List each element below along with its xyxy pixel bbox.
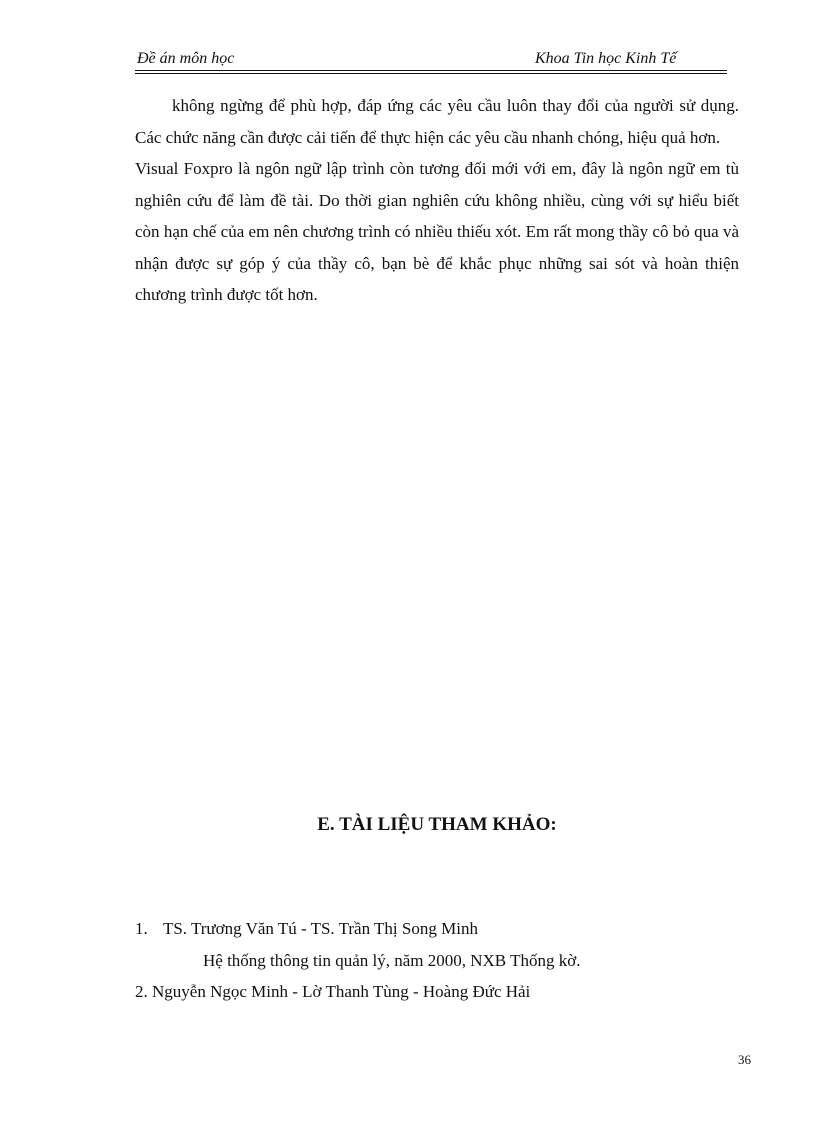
paragraph-requirements: không ngừng để phù hợp, đáp ứng các yêu cầu luôn thay đổi của người sử dụng. Các chức năng cần được cải tiến để thực hiện các yêu cầu nhanh chóng, hiệu quả hơn. xyxy=(135,96,739,147)
reference-list xyxy=(135,913,739,1008)
reference-item xyxy=(135,976,739,1008)
reference-authors: TS. Trương Văn Tú - TS. Trần Thị Song Minh xyxy=(162,919,478,938)
reference-detail: Hệ thống thông tin quản lý, năm 2000, NXB Thống kờ. xyxy=(203,950,581,970)
reference-number: 1. xyxy=(135,919,148,938)
header-divider xyxy=(135,70,727,71)
header-course-title: Đề án môn học xyxy=(137,50,235,67)
body-text xyxy=(135,90,739,311)
reference-authors: Nguyễn Ngọc Minh - Lờ Thanh Tùng - Hoàng Đức Hải xyxy=(152,982,531,1001)
reference-number: 2. xyxy=(135,982,148,1001)
paragraph-conclusion: Visual Foxpro là ngôn ngữ lập trình còn tương đối mới với em, đây là ngôn ngữ em tù nghiên cứu để làm đề tài. Do thời gian nghiên cứu không nhiều, cùng với sự hiểu biết còn hạn chế của em nên chương trình có nhiều thiếu xót. Em rất mong thầy cô bỏ qua và nhận được sự góp ý của thầy cô, bạn bè để khắc phục những sai sót và hoàn thiện chương trình được tốt hơn. xyxy=(135,159,739,304)
page-header xyxy=(135,50,727,68)
section-title-references: E. TÀI LIỆU THAM KHẢO: xyxy=(317,814,557,835)
header-divider-secondary xyxy=(135,73,727,74)
page-number: 36 xyxy=(738,1052,751,1067)
header-faculty: Khoa Tin học Kinh Tế xyxy=(535,50,677,67)
reference-item xyxy=(135,913,739,945)
